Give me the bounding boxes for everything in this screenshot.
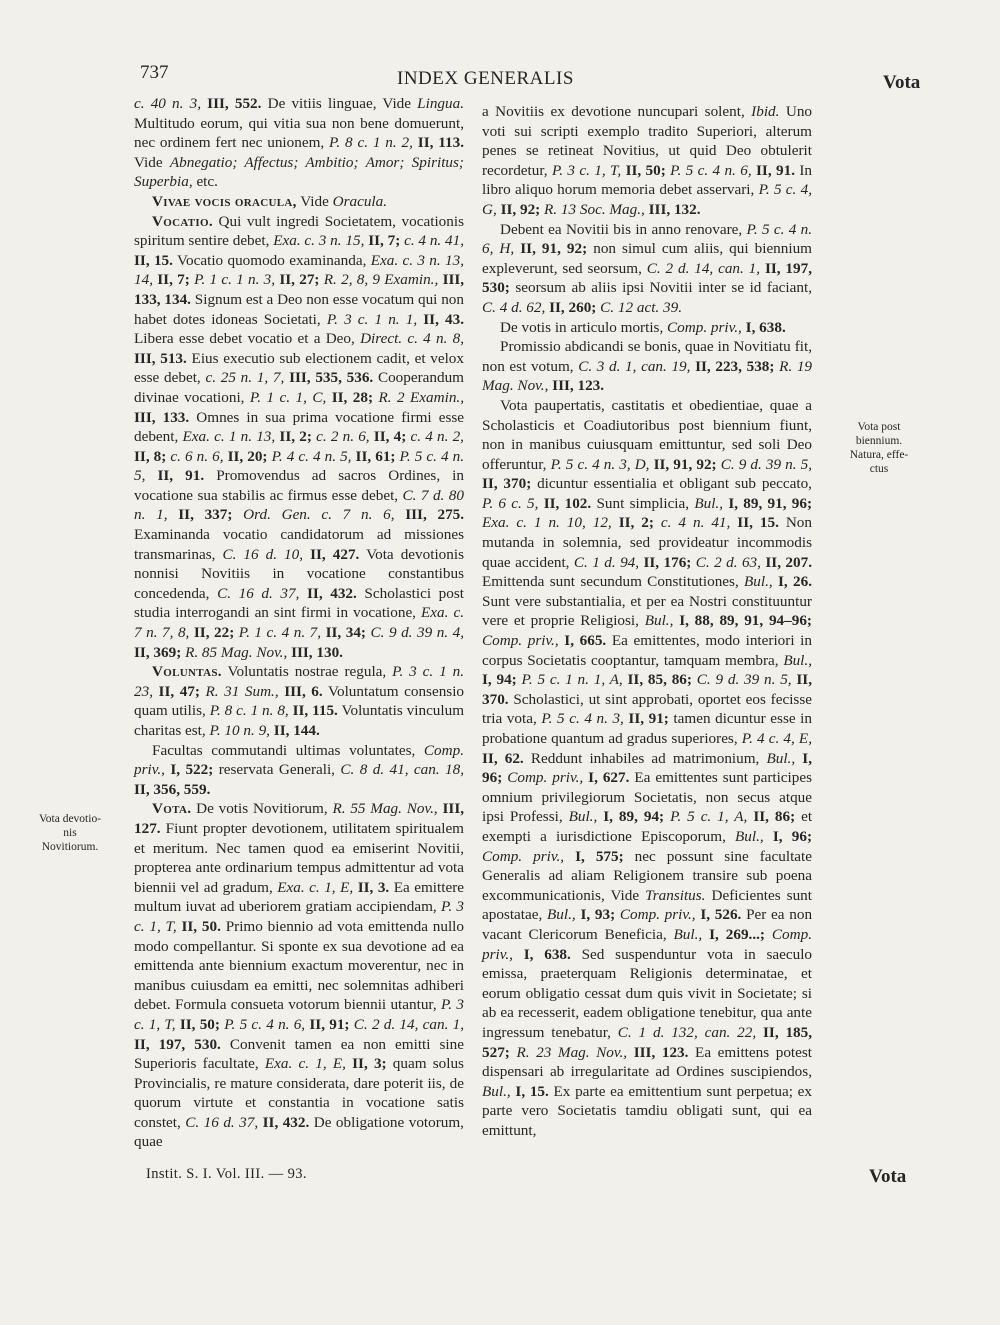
index-entry: Vota paupertatis, castitatis et obedientiae, quae a Scholasticis et Coadiutoribus post biennium fiunt, non in manibus cuiusquam emittuntur, sed soli Deo offeruntur, P. 5 c. 4 n. 3, D, II, 91, 92; C. 9 d. 39 n. 5, II, 370; dicuntur essentialia et obligant sub peccato, P. 6 c. 5, II, 102. Sunt simplicia, Bul., I, 89, 91, 96; Exa. c. 1 n. 10, 12, II, 2; c. 4 n. 41, II, 15. Non mutanda in solemnia, sed provideatur incommodis quae accident, C. 1 d. 94, II, 176; C. 2 d. 63, II, 207. Emittenda sunt secundum Constitutiones, Bul., I, 26. Sunt vere substantialia, et per ea Nostri constituuntur vere et proprie Religiosi, Bul., I, 88, 89, 91, 94–96; Comp. priv., I, 665. Ea emittentes, modo interiori in corpus Societatis cooptantur, tamquam membra, Bul., I, 94; P. 5 c. 1 n. 1, A, II, 85, 86; C. 9 d. 39 n. 5, II, 370. Scholastici, ut sint approbati, oportet eos fecisse tria vota, P. 5 c. 4 n. 3, II, 91; tamen dicuntur esse in probatione quantum ad gradus superiores, P. 4 c. 4, E, II, 62. Reddunt inhabiles ad matrimonium, Bul., I, 96; Comp. priv., I, 627. Ea emittentes sunt participes omnium privilegiorum Societatis, non secus atque ipsi Professi, Bul., I, 89, 94; P. 5 c. 1, A, II, 86; et exempti a iurisdictione Episcoporum, Bul., I, 96; Comp. priv., I, 575; nec possunt sine facultate Generalis ad aliam Religionem transire sub poena excommunicationis, Vide Transitus. Deficientes sunt apostatae, Bul., I, 93; Comp. priv., I, 526. Per ea non vacant Clericorum Beneficia, Bul., I, 269...; Comp. priv., I, 638. Sed suspenduntur vota in saeculo emissa, praeterquam Religionis determinatae, et eorum obligatio cessat dum quis vivit in Societate; si ab ea recesserit, eadem obligatione tenebitur, qua ante ingressum tenebatur, C. 1 d. 132, can. 22, II, 185, 527; R. 23 Mag. Nov., III, 123. Ea emittens potest dispensari ab irregularitate ad Ordines suscipiendos, Bul., I, 15. Ex parte ea emittentium sunt perpetua; ex parte vero Societatis tamdiu obligati sunt, qui ea emittunt, bbox=[482, 396, 813, 1139]
margin-note-line: biennium. bbox=[855, 435, 903, 447]
right-column bbox=[482, 102, 812, 1140]
index-entry: Facultas commutandi ultimas voluntates, Comp. priv., I, 522; reservata Generali, C. 8 d. 41, can. 18, II, 356, 559. bbox=[134, 741, 465, 798]
catchword-top: Vota bbox=[883, 72, 921, 93]
margin-note-line: Vota devotio- bbox=[38, 813, 102, 825]
margin-note-line: Natura, effe- bbox=[849, 449, 909, 461]
index-entry: Promissio abdicandi se bonis, quae in Novitiatu fit, non est votum, C. 3 d. 1, can. 19, II, 223, 538; R. 19 Mag. Nov., III, 123. bbox=[482, 338, 813, 395]
running-title: INDEX GENERALIS bbox=[397, 68, 574, 89]
footer-signature: Instit. S. I. Vol. III. — 93. bbox=[146, 1166, 307, 1182]
index-entry: Debent ea Novitii bis in anno renovare, P. 5 c. 4 n. 6, H, II, 91, 92; non simul cum aliis, qui biennium expleverunt, sed seorsum, C. 2 d. 14, can. 1, II, 197, 530; seorsum ab aliis ipsi Novitii inter se id faciant, C. 4 d. 62, II, 260; C. 12 act. 39. bbox=[482, 220, 813, 316]
left-column bbox=[134, 94, 464, 1152]
page-number: 737 bbox=[140, 62, 169, 83]
index-entry: Vota. De votis Novitiorum, R. 55 Mag. Nov., III, 127. Fiunt propter devotionem, utilitatem spiritualem et meritum. Nec tamen quod ea emiserint Novitii, propterea ante ordinarium tempus admittentur ad vota biennii vel ad gradum, Exa. c. 1, E, II, 3. Ea emittere multum iuvat ad uberiorem gratiam accipiendam, P. 3 c. 1, T, II, 50. Primo biennio ad vota emittenda nullo modo compellantur. Si sponte ex sua devotione ad ea emittenda ante biennium exactum moverentur, nec in manibus cuiusdam ea emitti, nec solemnitas adhiberi debet. Formula consueta votorum biennii utantur, P. 3 c. 1, T, II, 50; P. 5 c. 4 n. 6, II, 91; C. 2 d. 14, can. 1, II, 197, 530. Convenit tamen ea non emitti sine Superioris facultate, Exa. c. 1, E, II, 3; quam solus Provincialis, re mature considerata, dare poterit iis, de quorum virtute et constantia in vocatione satis constet, C. 16 d. 37, II, 432. De obligatione votorum, quae bbox=[134, 800, 465, 1151]
margin-note-line: Novitiorum. bbox=[41, 841, 99, 853]
index-entry: Vocatio. Qui vult ingredi Societatem, vocationis spiritum sentire debet, Exa. c. 3 n. 15, II, 7; c. 4 n. 41, II, 15. Vocatio quomodo examinanda, Exa. c. 3 n. 13, 14, II, 7; P. 1 c. 1 n. 3, II, 27; R. 2, 8, 9 Examin., III, 133, 134. Signum est a Deo non esse vocatum qui non habet dotes idoneas Societati, P. 3 c. 1 n. 1, II, 43. Libera esse debet vocatio et a Deo, Direct. c. 4 n. 8, III, 513. Eius executio sub electionem cadit, et velox esse debet, c. 25 n. 1, 7, III, 535, 536. Cooperandum divinae vocationi, P. 1 c. 1, C, II, 28; R. 2 Examin., III, 133. Omnes in sua prima vocatione firmi esse debent, Exa. c. 1 n. 13, II, 2; c. 2 n. 6, II, 4; c. 4 n. 2, II, 8; c. 6 n. 6, II, 20; P. 4 c. 4 n. 5, II, 61; P. 5 c. 4 n. 5, II, 91. Promovendus ad sacros Ordines, in vocatione sua stabilis ac firmus esse debet, C. 7 d. 80 n. 1, II, 337; Ord. Gen. c. 7 n. 6, III, 275. Examinanda vocatio candidatorum ad missiones transmarinas, C. 16 d. 10, II, 427. Vota devotionis nonnisi Novitiis in vocatione constantibus concedenda, C. 16 d. 37, II, 432. Scholastici post studia interrogandi an sint firmi in vocatione, Exa. c. 7 n. 7, 8, II, 22; P. 1 c. 4 n. 7, II, 34; C. 9 d. 39 n. 4, II, 369; R. 85 Mag. Nov., III, 130. bbox=[134, 212, 465, 661]
margin-note-right bbox=[820, 420, 938, 476]
margin-note-line: Vota post bbox=[857, 421, 901, 433]
index-entry: De votis in articulo mortis, Comp. priv., I, 638. bbox=[500, 318, 786, 336]
margin-note-left bbox=[14, 812, 126, 854]
index-entry: c. 40 n. 3, III, 552. De vitiis linguae, Vide Lingua. Multitudo eorum, qui vitia sua non bene domuerunt, nec ordinem fert nec unionem, P. 8 c. 1 n. 2, II, 113. Vide Abnegatio; Affectus; Ambitio; Amor; Spiritus; Superbia, etc. bbox=[134, 95, 465, 191]
catchword-bottom: Vota bbox=[869, 1166, 907, 1187]
margin-note-line: ctus bbox=[869, 463, 889, 475]
index-entry: Voluntas. Voluntatis nostrae regula, P. 3 c. 1 n. 23, II, 47; R. 31 Sum., III, 6. Voluntatum consensio quam utilis, P. 8 c. 1 n. 8, II, 115. Voluntatis vinculum charitas est, P. 10 n. 9, II, 144. bbox=[134, 663, 465, 739]
index-entry: Vivae vocis oracula, Vide Oracula. bbox=[152, 192, 388, 210]
index-entry: a Novitiis ex devotione nuncupari solent, Ibid. Uno voti sui scripti exemplo tradito Superiori, alterum penes se retineat Novitius, ut quid Deo obtulerit recordetur, P. 3 c. 1, T, II, 50; P. 5 c. 4 n. 6, II, 91. In libro aliquo horum memoria debet asservari, P. 5 c. 4, G, II, 92; R. 13 Soc. Mag., III, 132. bbox=[482, 103, 813, 218]
margin-note-line: nis bbox=[63, 827, 77, 839]
